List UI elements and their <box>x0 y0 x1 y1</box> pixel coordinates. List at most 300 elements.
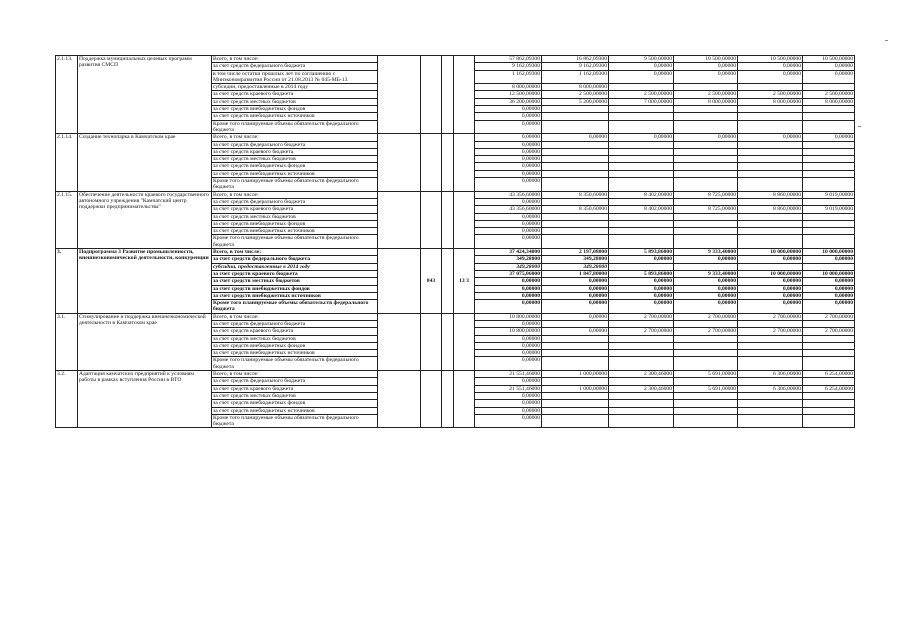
funding-source-label: Кроме того планируемые объемы обязательств федерального бюджета <box>212 300 378 314</box>
amount-cell <box>609 392 674 399</box>
amount-cell <box>674 141 738 148</box>
funding-source-label: за счет средств краевого бюджета <box>212 328 378 335</box>
amount-cell: 2 300,46000 <box>609 385 674 392</box>
amount-cell <box>803 335 855 342</box>
amount-cell <box>803 113 855 120</box>
amount-cell: 0,00000 <box>674 292 738 299</box>
amount-cell <box>674 342 738 349</box>
amount-cell: 0,00000 <box>475 235 542 249</box>
funding-source-label: за счет средств внебюджетных фондов <box>212 400 378 407</box>
amount-cell <box>542 350 609 357</box>
amount-cell <box>738 320 803 327</box>
amount-cell <box>803 198 855 205</box>
amount-cell: 2 700,00000 <box>738 328 803 335</box>
amount-cell <box>674 198 738 205</box>
amount-cell: 8 860,00000 <box>738 191 803 198</box>
amount-cell <box>803 120 855 134</box>
scan-mark <box>858 126 861 127</box>
funding-source-label: Всего, в том числе: <box>212 191 378 198</box>
amount-cell: 9 162,09300 <box>542 63 609 70</box>
amount-cell: 2 500,00000 <box>738 91 803 98</box>
amount-cell <box>674 120 738 134</box>
empty-code-cell <box>378 56 421 134</box>
amount-cell <box>609 156 674 163</box>
funding-source-label: за счет средств федерального бюджета <box>212 63 378 70</box>
amount-cell: 0,00000 <box>738 70 803 84</box>
funding-source-label: Всего, в том числе: <box>212 56 378 63</box>
amount-cell <box>738 84 803 91</box>
program-code <box>454 313 475 370</box>
amount-cell: 0,00000 <box>475 278 542 285</box>
amount-cell: 0,00000 <box>738 278 803 285</box>
program-code <box>454 56 475 134</box>
amount-cell <box>542 392 609 399</box>
funding-source-label: субсидии, предоставленные в 2014 году <box>212 84 378 91</box>
amount-cell <box>609 106 674 113</box>
amount-cell: 0,00000 <box>609 285 674 292</box>
amount-cell <box>674 414 738 428</box>
amount-cell: 8 000,00000 <box>542 84 609 91</box>
amount-cell: 43 356,60000 <box>475 206 542 213</box>
section-total-row <box>56 249 855 256</box>
amount-cell: 0,00000 <box>475 350 542 357</box>
amount-cell <box>738 378 803 385</box>
amount-cell <box>803 350 855 357</box>
section-total-row <box>56 191 855 198</box>
amount-cell: 349,28000 <box>475 256 542 263</box>
amount-cell <box>609 414 674 428</box>
amount-cell <box>542 170 609 177</box>
amount-cell: 0,00000 <box>475 178 542 192</box>
section-name: Поддержка муниципальных целевых программ развития СМСП <box>78 56 212 134</box>
amount-cell: 1 000,00000 <box>542 371 609 378</box>
amount-cell: 2 500,00000 <box>674 91 738 98</box>
amount-cell <box>674 407 738 414</box>
amount-cell <box>738 335 803 342</box>
amount-cell <box>542 220 609 227</box>
amount-cell: 5 200,00000 <box>542 98 609 105</box>
amount-cell: 0,00000 <box>542 300 609 314</box>
budget-table <box>55 55 855 428</box>
amount-cell <box>542 400 609 407</box>
amount-cell: 0,00000 <box>674 278 738 285</box>
amount-cell <box>609 350 674 357</box>
amount-cell: 2 700,00000 <box>609 328 674 335</box>
funding-source-label: за счет средств внебюджетных фондов <box>212 342 378 349</box>
amount-cell: 1 847,80000 <box>542 270 609 277</box>
amount-cell: 10 000,00000 <box>738 249 803 256</box>
funding-source-label: за счет средств местных бюджетов <box>212 156 378 163</box>
admin-code <box>421 56 442 134</box>
amount-cell <box>674 400 738 407</box>
amount-cell <box>674 163 738 170</box>
amount-cell <box>609 113 674 120</box>
amount-cell <box>542 357 609 371</box>
amount-cell: 0,00000 <box>475 120 542 134</box>
amount-cell <box>609 198 674 205</box>
amount-cell: 5 893,86000 <box>609 249 674 256</box>
amount-cell <box>609 342 674 349</box>
amount-cell <box>803 235 855 249</box>
program-code <box>454 191 475 248</box>
amount-cell: 0,00000 <box>738 256 803 263</box>
amount-cell: 8 000,00000 <box>803 98 855 105</box>
amount-cell <box>542 156 609 163</box>
amount-cell <box>674 263 738 270</box>
amount-cell: 0,00000 <box>674 70 738 84</box>
amount-cell <box>609 228 674 235</box>
amount-cell: 0,00000 <box>475 113 542 120</box>
amount-cell <box>542 342 609 349</box>
amount-cell <box>542 407 609 414</box>
amount-cell: 0,00000 <box>738 134 803 141</box>
amount-cell <box>542 320 609 327</box>
admin-code <box>421 313 442 370</box>
amount-cell: 10 000,00000 <box>803 270 855 277</box>
amount-cell: 9 019,00000 <box>803 206 855 213</box>
amount-cell: 16 862,09300 <box>542 56 609 63</box>
admin-code <box>421 371 442 428</box>
amount-cell: 5 893,86000 <box>609 270 674 277</box>
amount-cell <box>609 400 674 407</box>
amount-cell: 0,00000 <box>475 141 542 148</box>
amount-cell: 0,00000 <box>803 134 855 141</box>
amount-cell <box>803 400 855 407</box>
amount-cell <box>674 357 738 371</box>
amount-cell <box>738 213 803 220</box>
amount-cell <box>803 320 855 327</box>
section-number: 2.1.14. <box>56 134 78 191</box>
amount-cell <box>803 170 855 177</box>
empty-code-cell <box>442 313 454 370</box>
scan-mark <box>885 40 888 41</box>
amount-cell <box>738 148 803 155</box>
amount-cell <box>674 84 738 91</box>
amount-cell: 0,00000 <box>475 285 542 292</box>
amount-cell <box>738 178 803 192</box>
amount-cell <box>609 235 674 249</box>
amount-cell: 0,00000 <box>542 292 609 299</box>
amount-cell <box>674 113 738 120</box>
amount-cell <box>542 414 609 428</box>
funding-source-label: Всего, в том числе: <box>212 371 378 378</box>
funding-source-label: за счет средств внебюджетных источников <box>212 292 378 299</box>
amount-cell <box>738 113 803 120</box>
amount-cell: 0,00000 <box>475 300 542 314</box>
amount-cell <box>738 407 803 414</box>
amount-cell: 0,00000 <box>475 335 542 342</box>
section-number: 2.1.15. <box>56 191 78 248</box>
funding-source-label: за счет средств внебюджетных источников <box>212 228 378 235</box>
amount-cell <box>609 320 674 327</box>
amount-cell: 0,00000 <box>475 213 542 220</box>
amount-cell <box>738 141 803 148</box>
funding-source-label: за счет средств местных бюджетов <box>212 213 378 220</box>
admin-code <box>421 191 442 248</box>
section-number: 3.2. <box>56 371 78 428</box>
amount-cell <box>738 392 803 399</box>
amount-cell: 8 000,00000 <box>674 98 738 105</box>
amount-cell: 10 800,00000 <box>475 328 542 335</box>
empty-code-cell <box>442 371 454 428</box>
amount-cell <box>803 342 855 349</box>
funding-source-label: за счет средств внебюджетных фондов <box>212 285 378 292</box>
amount-cell: 37 075,06000 <box>475 270 542 277</box>
section-name: Стимулирование и поддержка внешнеэкономической деятельности в Камчатском крае <box>78 313 212 370</box>
amount-cell: 0,00000 <box>475 392 542 399</box>
amount-cell: 2 700,00000 <box>803 313 855 320</box>
amount-cell: 9 333,40000 <box>674 270 738 277</box>
amount-cell <box>738 228 803 235</box>
amount-cell: 0,00000 <box>609 300 674 314</box>
amount-cell <box>738 235 803 249</box>
amount-cell <box>803 148 855 155</box>
amount-cell <box>803 220 855 227</box>
amount-cell <box>674 106 738 113</box>
funding-source-label: за счет средств федерального бюджета <box>212 320 378 327</box>
amount-cell: 0,00000 <box>803 300 855 314</box>
amount-cell: 9 500,00000 <box>609 56 674 63</box>
empty-code-cell <box>442 191 454 248</box>
amount-cell <box>738 163 803 170</box>
amount-cell <box>803 106 855 113</box>
funding-source-label: Кроме того планируемые объемы обязательств федерального бюджета <box>212 357 378 371</box>
amount-cell: 0,00000 <box>475 170 542 177</box>
amount-cell: 0,00000 <box>609 278 674 285</box>
amount-cell: 37 424,34000 <box>475 249 542 256</box>
amount-cell <box>674 378 738 385</box>
amount-cell: 8 000,00000 <box>738 98 803 105</box>
amount-cell: 10 500,00000 <box>674 56 738 63</box>
program-code <box>454 371 475 428</box>
amount-cell <box>738 357 803 371</box>
amount-cell <box>542 141 609 148</box>
amount-cell <box>542 235 609 249</box>
amount-cell: 0,00000 <box>803 256 855 263</box>
amount-cell: 0,00000 <box>475 163 542 170</box>
amount-cell: 9 162,09300 <box>475 63 542 70</box>
amount-cell <box>738 120 803 134</box>
amount-cell <box>803 213 855 220</box>
amount-cell <box>542 198 609 205</box>
amount-cell <box>674 148 738 155</box>
program-code: 13 3 <box>454 249 475 314</box>
section-total-row <box>56 371 855 378</box>
amount-cell <box>803 392 855 399</box>
amount-cell: 8 402,00000 <box>609 191 674 198</box>
funding-source-label: Кроме того планируемые объемы обязательств федерального бюджета <box>212 235 378 249</box>
amount-cell: 0,00000 <box>803 285 855 292</box>
section-number: 3.1. <box>56 313 78 370</box>
amount-cell: 0,00000 <box>803 292 855 299</box>
amount-cell: 1 162,09300 <box>475 70 542 84</box>
amount-cell: 0,00000 <box>674 285 738 292</box>
empty-code-cell <box>378 134 421 191</box>
funding-source-label: за счет средств краевого бюджета <box>212 270 378 277</box>
amount-cell <box>674 335 738 342</box>
amount-cell <box>674 392 738 399</box>
funding-source-label: в том числе остатки прошлых лет по соглашению с Минэкономразвития России от 21.08.2013 № 045-МБ-13 <box>212 70 378 84</box>
amount-cell <box>542 228 609 235</box>
amount-cell: 2 700,00000 <box>674 313 738 320</box>
amount-cell: 9 019,00000 <box>803 191 855 198</box>
empty-code-cell <box>442 56 454 134</box>
empty-code-cell <box>378 371 421 428</box>
section-name: Обеспечение деятельности краевого государственного автономного учреждения "Камчатский центр поддержки предпринимательства" <box>78 191 212 248</box>
amount-cell <box>738 156 803 163</box>
amount-cell <box>609 378 674 385</box>
funding-source-label: за счет средств внебюджетных фондов <box>212 220 378 227</box>
amount-cell: 10 000,00000 <box>803 249 855 256</box>
amount-cell <box>803 163 855 170</box>
amount-cell <box>803 141 855 148</box>
amount-cell: 0,00000 <box>803 63 855 70</box>
amount-cell: 21 551,46000 <box>475 385 542 392</box>
funding-source-label: за счет средств краевого бюджета <box>212 385 378 392</box>
amount-cell: 43 356,60000 <box>475 191 542 198</box>
amount-cell: 2 700,00000 <box>609 313 674 320</box>
section-total-row <box>56 56 855 63</box>
funding-source-label: за счет средств местных бюджетов <box>212 335 378 342</box>
amount-cell: 0,00000 <box>674 256 738 263</box>
amount-cell <box>803 228 855 235</box>
amount-cell: 0,00000 <box>475 106 542 113</box>
funding-source-label: Кроме того планируемые объемы обязательств федерального бюджета <box>212 120 378 134</box>
amount-cell: 36 200,00000 <box>475 98 542 105</box>
amount-cell <box>738 414 803 428</box>
amount-cell <box>803 357 855 371</box>
amount-cell: 6 306,00000 <box>738 371 803 378</box>
amount-cell: 0,00000 <box>475 134 542 141</box>
empty-code-cell <box>442 134 454 191</box>
amount-cell <box>674 220 738 227</box>
amount-cell <box>738 400 803 407</box>
funding-source-label: за счет средств местных бюджетов <box>212 392 378 399</box>
amount-cell <box>738 350 803 357</box>
amount-cell <box>609 213 674 220</box>
funding-source-label: за счет средств краевого бюджета <box>212 206 378 213</box>
amount-cell <box>609 220 674 227</box>
amount-cell: 10 800,00000 <box>475 313 542 320</box>
funding-source-label: за счет средств внебюджетных источников <box>212 170 378 177</box>
amount-cell: 10 500,00000 <box>803 56 855 63</box>
amount-cell: 0,00000 <box>475 292 542 299</box>
program-code <box>454 134 475 191</box>
amount-cell: 21 551,46000 <box>475 371 542 378</box>
funding-source-label: за счет средств внебюджетных фондов <box>212 106 378 113</box>
amount-cell: 8 350,60000 <box>542 191 609 198</box>
amount-cell <box>609 178 674 192</box>
amount-cell: 0,00000 <box>475 228 542 235</box>
amount-cell <box>609 84 674 91</box>
amount-cell: 0,00000 <box>475 220 542 227</box>
amount-cell <box>738 106 803 113</box>
amount-cell: 1 000,00000 <box>542 385 609 392</box>
amount-cell: 0,00000 <box>475 357 542 371</box>
amount-cell: 0,00000 <box>475 320 542 327</box>
amount-cell <box>803 84 855 91</box>
amount-cell <box>674 228 738 235</box>
amount-cell: 0,00000 <box>542 328 609 335</box>
amount-cell: 8 860,00000 <box>738 206 803 213</box>
amount-cell: 8 000,00000 <box>475 84 542 91</box>
amount-cell: 0,00000 <box>475 414 542 428</box>
amount-cell <box>609 407 674 414</box>
amount-cell <box>803 414 855 428</box>
amount-cell: 0,00000 <box>738 285 803 292</box>
funding-source-label: за счет средств федерального бюджета <box>212 378 378 385</box>
amount-cell <box>609 170 674 177</box>
amount-cell: 0,00000 <box>738 292 803 299</box>
amount-cell: 0,00000 <box>738 300 803 314</box>
funding-source-label: за счет средств краевого бюджета <box>212 91 378 98</box>
funding-source-label: за счет средств внебюджетных источников <box>212 350 378 357</box>
empty-code-cell <box>378 313 421 370</box>
funding-source-label: за счет средств местных бюджетов <box>212 98 378 105</box>
amount-cell: 0,00000 <box>542 134 609 141</box>
section-total-row <box>56 313 855 320</box>
amount-cell: 2 300,46000 <box>609 371 674 378</box>
funding-source-label: Кроме того планируемые объемы обязательств федерального бюджета <box>212 414 378 428</box>
amount-cell: 8 402,00000 <box>609 206 674 213</box>
funding-source-label: Кроме того планируемые объемы обязательств федерального бюджета <box>212 178 378 192</box>
amount-cell: 0,00000 <box>475 378 542 385</box>
funding-source-label: за счет средств федерального бюджета <box>212 256 378 263</box>
amount-cell <box>542 148 609 155</box>
amount-cell <box>674 156 738 163</box>
funding-source-label: Всего, в том числе: <box>212 313 378 320</box>
amount-cell: 0,00000 <box>475 400 542 407</box>
amount-cell: 0,00000 <box>475 342 542 349</box>
amount-cell: 0,00000 <box>475 156 542 163</box>
amount-cell <box>542 378 609 385</box>
amount-cell <box>542 335 609 342</box>
amount-cell: 8 725,00000 <box>674 206 738 213</box>
amount-cell <box>542 106 609 113</box>
amount-cell: 0,00000 <box>609 292 674 299</box>
section-name: Адаптация камчатских предприятий к условиям работы в рамках вступления России в ВТО <box>78 371 212 428</box>
amount-cell: 0,00000 <box>609 70 674 84</box>
amount-cell: 0,00000 <box>475 198 542 205</box>
funding-source-label: Всего, в том числе: <box>212 249 378 256</box>
funding-source-label: за счет средств внебюджетных фондов <box>212 163 378 170</box>
amount-cell <box>738 342 803 349</box>
amount-cell: 10 500,00000 <box>738 56 803 63</box>
amount-cell: 0,00000 <box>674 134 738 141</box>
section-number: 3. <box>56 249 78 314</box>
section-name: Подпрограмма 3 Развитие промышленности, внешнеэкономической деятельности, конкуренции <box>78 249 212 314</box>
amount-cell: 0,00000 <box>674 300 738 314</box>
amount-cell: 7 000,00000 <box>609 98 674 105</box>
amount-cell <box>542 213 609 220</box>
amount-cell <box>803 178 855 192</box>
amount-cell <box>674 235 738 249</box>
amount-cell <box>609 120 674 134</box>
section-number: 2.1.13. <box>56 56 78 134</box>
amount-cell <box>803 378 855 385</box>
amount-cell <box>674 350 738 357</box>
amount-cell: 5 691,00000 <box>674 371 738 378</box>
amount-cell: 0,00000 <box>803 70 855 84</box>
amount-cell: 2 500,00000 <box>803 91 855 98</box>
amount-cell: 0,00000 <box>738 63 803 70</box>
amount-cell: 349,28000 <box>542 263 609 270</box>
amount-cell: 2 500,00000 <box>609 91 674 98</box>
amount-cell: 0,00000 <box>542 278 609 285</box>
amount-cell <box>542 178 609 192</box>
amount-cell: 0,00000 <box>609 256 674 263</box>
funding-source-label: за счет средств местных бюджетов <box>212 278 378 285</box>
